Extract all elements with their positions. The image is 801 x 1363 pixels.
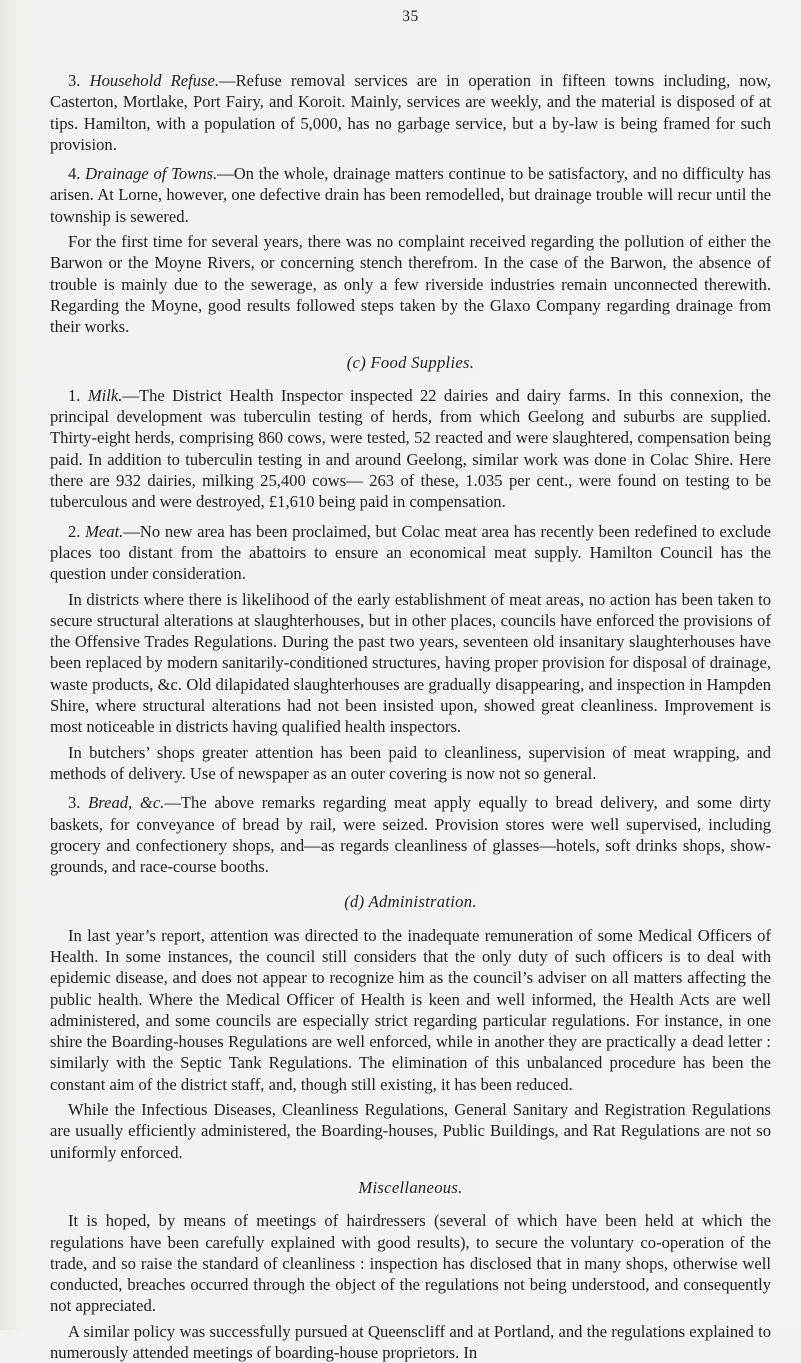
paragraph-meat: 2. Meat.—No new area has been proclaimed, but Colac meat area has recently been redefined to exclude places too distant from the abattoirs to ensure an economical meat supply. Hamilton Council has the question under consideration. — [50, 521, 771, 584]
paragraph-slaughterhouses: In districts where there is likelihood of the early establishment of meat areas, no action has been taken to secure structural alterations at slaughterhouses, but in other places, councils have enforced the provisions of the Offensive Trades Regulations. During the past two years, seventeen old insanitary slaughterhouses have been replaced by modern sanitarily-conditioned structures, having proper provision for disposal of drainage, waste products, &c. Old dilapidated slaughterhouses are gradually disappearing, and inspection in Hampden Shire, where structural alterations had not been insisted upon, showed great cleanliness. Improvement is most noticeable in districts having qualified health inspectors. — [50, 589, 771, 737]
section-heading-administration: (d) Administration. — [344, 892, 477, 912]
paragraph-medical-officers: In last year’s report, attention was directed to the inadequate remuneration of some Medical Officers of Health. In some instances, the council still considers that the only duty of such officers is to deal with epidemic disease, and does not appear to recognize him as the council’s adviser on all matters affecting the public health. Where the Medical Officer of Health is keen and well informed, the Health Acts are well administered, and some councils are especially strict regarding particular regulations. For instance, in one shire the Boarding-houses Regulations are well enforced, while in another they are practically a dead letter : similarly with the Septic Tank Regulations. The elimination of this unbalanced procedure has been the constant aim of the district staff, and, though still existing, it has been reduced. — [50, 925, 771, 1094]
paragraph-title: Milk. — [87, 385, 123, 405]
paragraph-household-refuse: 3. Household Refuse.—Refuse removal services are in operation in fifteen towns including, now, Casterton, Mortlake, Port Fairy, and Koroit. Mainly, services are weekly, and the material is disposed of at tips. Hamilton, with a population of 5,000, has no garbage service, but a by-law is being framed for such provision. — [50, 71, 772, 154]
paragraph-bread: 3. Bread, &c.—The above remarks regarding meat apply equally to bread delivery, and some dirty baskets, for conveyance of bread by rail, were seized. Provision stores were well supervised, including grocery and confectionery shops, and—as regards cleanliness of glasses—hotels, soft drinks shops, show-grounds, and race-course booths. — [50, 793, 772, 877]
paragraph-boarding-houses: A similar policy was successfully pursued at Queenscliff and at Portland, and the regulations explained to numerously attended meetings of boarding-house proprietors. In — [50, 1321, 771, 1363]
paragraph-hairdressers: It is hoped, by means of meetings of hairdressers (several of which have been held at which the regulations have been carefully explained with good results), to secure the voluntary co-operation of the trade, and so raise the standard of cleanliness : inspection has disclosed that in many shops, otherwise well conducted, breaches occurred through the object of the regulations not being understood, and consequently not appreciated. — [50, 1211, 771, 1316]
paragraph-drainage-of-towns: 4. Drainage of Towns.—On the whole, drainage matters continue to be satisfactory, and no difficulty has arisen. At Lorne, however, one defective drain has been remodelled, but drainage trouble will recur until the township is sewered. — [50, 164, 771, 226]
paragraph-regulations: While the Infectious Diseases, Cleanliness Regulations, General Sanitary and Registration Regulations are usually efficiently administered, the Boarding-houses, Public Buildings, and Rat Regulations are not so uniformly enforced. — [50, 1100, 771, 1162]
section-heading-food-supplies: (c) Food Supplies. — [346, 352, 475, 372]
paragraph-title: Drainage of Towns. — [85, 164, 218, 184]
page-number: 35 — [402, 8, 419, 25]
paragraph-river-pollution: For the first time for several years, there was no complaint received regarding the pollution of either the Barwon or the Moyne Rivers, or concerning stench therefrom. In the case of the Barwon, the absence of trouble is mainly due to the sewerage, as only a few riverside industries remain unconnected therewith. Regarding the Moyne, good results followed steps taken by the Glaxo Company regarding drainage from their works. — [50, 232, 771, 337]
paragraph-title: Household Refuse. — [89, 71, 220, 90]
paragraph-title: Meat. — [85, 521, 124, 541]
paragraph-milk: 1. Milk.—The District Health Inspector inspected 22 dairies and dairy farms. In this connexion, the principal development was tuberculin testing of herds, from which Geelong and suburbs are supplied. Thirty-eight herds, comprising 860 cows, were tested, 52 reacted and were slaughtered, compensation being paid. In addition to tuberculin testing in and around Geelong, similar work was done in Colac Shire. Here there are 932 dairies, milking 25,400 cows— 263 of these, 1.035 per cent., were found on testing to be tuberculous and were destroyed, £1,610 being paid in compensation. — [50, 385, 771, 512]
paragraph-butchers-shops: In butchers’ shops greater attention has been paid to cleanliness, supervision of meat wrapping, and methods of delivery. Use of newspaper as an outer covering is now not so general. — [50, 742, 771, 783]
section-heading-miscellaneous: Miscellaneous. — [358, 1177, 463, 1197]
paragraph-title: Bread, &c. — [88, 793, 165, 813]
